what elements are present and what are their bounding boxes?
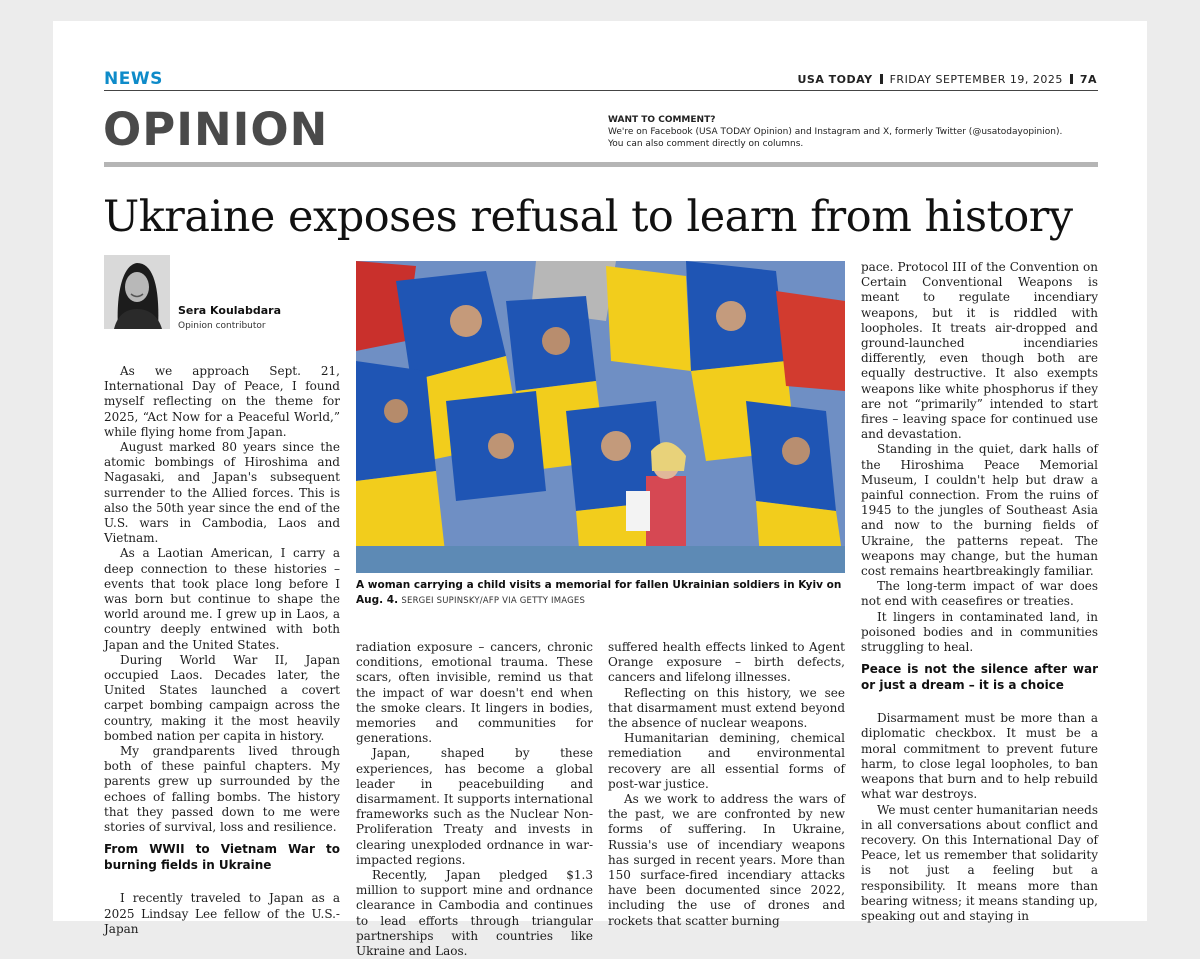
top-rule bbox=[104, 90, 1098, 91]
paragraph: Disarmament must be more than a diplomatic checkbox. It must be a moral commitment to prevent future harm, to close legal loopholes, to ban weapons that burn and to help rebuild what war destroys. bbox=[861, 711, 1098, 802]
subheading: From WWII to Vietnam War to burning fields in Ukraine bbox=[104, 842, 340, 873]
article-column-3 bbox=[608, 640, 845, 928]
comment-heading: WANT TO COMMENT? bbox=[608, 115, 716, 125]
subheading: Peace is not the silence after war or just a dream – it is a choice bbox=[861, 662, 1098, 693]
photo-credit: SERGEI SUPINSKY/AFP VIA GETTY IMAGES bbox=[401, 596, 586, 606]
photo-caption bbox=[356, 578, 846, 609]
paragraph: We must center humanitarian needs in all conversations about conflict and recovery. On this International Day of Peace, let us remember that solidarity is not just a feeling but a responsibility. It means more than bearing witness; it means standing up, speaking out and staying in bbox=[861, 802, 1098, 923]
paragraph: radiation exposure – cancers, chronic conditions, emotional trauma. These scars, often invisible, remind us that the impact of war doesn't end when the smoke clears. It lingers in bodies, memories and communities for generations. bbox=[356, 640, 593, 746]
author-role: Opinion contributor bbox=[178, 321, 266, 331]
paragraph: Recently, Japan pledged $1.3 million to support mine and ordnance clearance in Cambodia and continues to lead efforts through triangular partnerships with countries like Ukraine and Laos. bbox=[356, 868, 593, 959]
separator bbox=[880, 74, 883, 84]
comment-line: You can also comment directly on columns. bbox=[608, 139, 804, 149]
paragraph: Standing in the quiet, dark halls of the Hiroshima Peace Memorial Museum, I couldn't help but draw a painful connection. From the ruins of 1945 to the jungles of Southeast Asia and now to the burning fields of Ukraine, the patterns repeat. The weapons may change, but the human cost remains heartbreakingly familiar. bbox=[861, 442, 1098, 579]
masthead bbox=[797, 73, 1097, 86]
article-column-2 bbox=[356, 640, 593, 959]
caption-text: A woman carrying a child visits a memorial for fallen Ukrainian soldiers in Kyiv on Aug. 4. bbox=[356, 579, 842, 606]
paragraph: Japan, shaped by these experiences, has become a global leader in peacebuilding and disarmament. It supports international frameworks such as the Nuclear Non-Proliferation Treaty and invests in clearing unexploded ordnance in war-impacted regions. bbox=[356, 746, 593, 867]
author-photo bbox=[104, 255, 170, 329]
issue-date: FRIDAY SEPTEMBER 19, 2025 bbox=[889, 73, 1063, 86]
paragraph: suffered health effects linked to Agent Orange exposure – birth defects, cancers and lifelong illnesses. bbox=[608, 640, 845, 685]
paragraph: I recently traveled to Japan as a 2025 Lindsay Lee fellow of the U.S.-Japan bbox=[104, 891, 340, 936]
page-number: 7A bbox=[1079, 73, 1097, 86]
paper-name: USA TODAY bbox=[797, 73, 873, 86]
paragraph: August marked 80 years since the atomic bombings of Hiroshima and Nagasaki, and Japan's subsequent surrender to the Allied forces. This is also the 50th year since the end of the U.S. wars in Cambodia, Laos and Vietnam. bbox=[104, 440, 340, 546]
article-column-1 bbox=[104, 364, 340, 936]
paragraph: During World War II, Japan occupied Laos. Decades later, the United States launched a covert carpet bombing campaign across the country, making it the most heavily bombed nation per capita in history. bbox=[104, 652, 340, 743]
paragraph: The long-term impact of war does not end with ceasefires or treaties. bbox=[861, 579, 1098, 609]
paragraph: As a Laotian American, I carry a deep connection to these histories – events that took place long before I was born but continue to shape the world around me. I grew up in Laos, a country deeply entwined with both Japan and the United States. bbox=[104, 546, 340, 652]
section-label: NEWS bbox=[104, 69, 163, 89]
paragraph: pace. Protocol III of the Convention on Certain Conventional Weapons is meant to regulate incendiary weapons, but it is riddled with loopholes. It treats air-dropped and ground-launched incendiaries differently, even though both are equally destructive. It also exempts weapons like white phosphorus if they are not “primarily” intended to start fires – leaving space for continued use and devastation. bbox=[861, 260, 1098, 442]
paragraph: As we approach Sept. 21, International Day of Peace, I found myself reflecting on the theme for 2025, “Act Now for a Peaceful World,” while flying home from Japan. bbox=[104, 364, 340, 439]
paragraph: As we work to address the wars of the past, we are confronted by new forms of suffering. In Ukraine, Russia's use of incendiary weapons has surged in recent years. More than 150 surface-fired incendiary attacks have been documented since 2022, including the use of drones and rockets that scatter burning bbox=[608, 792, 845, 928]
paragraph: My grandparents lived through both of these painful chapters. My parents grew up surrounded by the echoes of falling bombs. The history that they passed down to me were stories of survival, loss and resilience. bbox=[104, 744, 340, 835]
header-rule bbox=[104, 162, 1098, 167]
comment-box bbox=[608, 114, 1088, 150]
paragraph: Reflecting on this history, we see that disarmament must extend beyond the absence of nuclear weapons. bbox=[608, 685, 845, 731]
section-title: OPINION bbox=[103, 103, 329, 156]
separator bbox=[1070, 74, 1073, 84]
paragraph: It lingers in contaminated land, in poisoned bodies and in communities struggling to heal. bbox=[861, 609, 1098, 655]
article-photo bbox=[356, 261, 845, 573]
author-name: Sera Koulabdara bbox=[178, 304, 281, 317]
paragraph: Humanitarian demining, chemical remediation and environmental recovery are all essential forms of post-war justice. bbox=[608, 731, 845, 791]
article-column-4 bbox=[861, 260, 1098, 923]
headline: Ukraine exposes refusal to learn from history bbox=[103, 192, 1073, 242]
comment-line: We're on Facebook (USA TODAY Opinion) and Instagram and X, formerly Twitter (@usatodayopinion). bbox=[608, 127, 1063, 137]
